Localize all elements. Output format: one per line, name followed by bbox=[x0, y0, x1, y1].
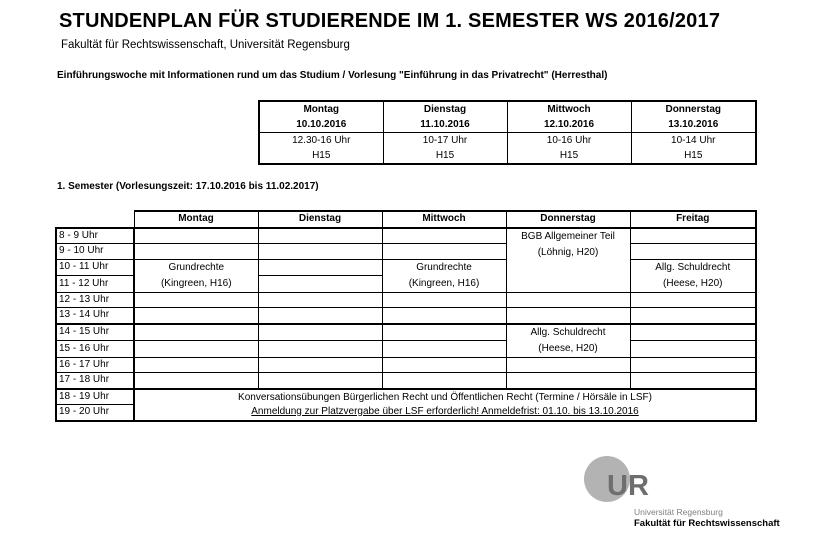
schedule-cell bbox=[258, 373, 382, 389]
logo-letters: UR bbox=[607, 470, 649, 502]
registration-note: Anmeldung zur Platzvergabe über LSF erforderlich! Anmeldefrist: 01.10. bis 13.10.2016 bbox=[251, 405, 639, 417]
schedule-cell bbox=[382, 292, 506, 308]
intro-date: 11.10.2016 bbox=[383, 117, 507, 133]
schedule-cell bbox=[258, 292, 382, 308]
schedule-row bbox=[56, 244, 756, 260]
schedule-cell bbox=[134, 308, 258, 324]
semester-schedule-table bbox=[55, 210, 757, 422]
semester-heading: 1. Semester (Vorlesungszeit: 17.10.2016 bis 11.02.2017) bbox=[57, 181, 319, 192]
course-name: Grundrechte bbox=[416, 261, 472, 273]
schedule-row bbox=[56, 389, 756, 405]
time-slot-label: 15 - 16 Uhr bbox=[56, 341, 134, 357]
schedule-row bbox=[56, 324, 756, 341]
intro-date: 12.10.2016 bbox=[507, 117, 631, 133]
schedule-cell bbox=[382, 357, 506, 373]
schedule-cell bbox=[630, 228, 756, 244]
time-slot-label: 16 - 17 Uhr bbox=[56, 357, 134, 373]
university-logo bbox=[583, 455, 663, 505]
course-bgb-allgemeiner-teil bbox=[506, 228, 630, 293]
course-grundrechte-mittwoch bbox=[382, 259, 506, 292]
course-name: Grundrechte bbox=[168, 261, 225, 273]
schedule-cell bbox=[134, 228, 258, 244]
schedule-cell bbox=[382, 341, 506, 357]
schedule-cell bbox=[630, 357, 756, 373]
schedule-cell bbox=[258, 324, 382, 341]
schedule-row bbox=[56, 228, 756, 244]
schedule-row bbox=[56, 373, 756, 389]
schedule-cell bbox=[258, 244, 382, 260]
intro-day: Donnerstag bbox=[631, 101, 756, 117]
course-detail: (Löhnig, H20) bbox=[537, 246, 599, 258]
time-slot-label: 12 - 13 Uhr bbox=[56, 292, 134, 308]
time-slot-label: 14 - 15 Uhr bbox=[56, 324, 134, 341]
logo-faculty-name: Fakultät für Rechtswissenschaft bbox=[634, 518, 780, 529]
intro-day-row bbox=[259, 101, 756, 117]
schedule-row bbox=[56, 292, 756, 308]
schedule-cell bbox=[258, 308, 382, 324]
time-slot-label: 9 - 10 Uhr bbox=[56, 244, 134, 260]
course-name: Allg. Schuldrecht bbox=[530, 326, 606, 338]
time-slot-label: 19 - 20 Uhr bbox=[56, 405, 134, 421]
schedule-cell bbox=[506, 292, 630, 308]
intro-date-row bbox=[259, 117, 756, 133]
intro-room: H15 bbox=[631, 148, 756, 164]
logo-university-name: Universität Regensburg bbox=[634, 507, 723, 517]
schedule-cell bbox=[382, 228, 506, 244]
schedule-day-header: Freitag bbox=[630, 211, 756, 228]
schedule-cell bbox=[630, 308, 756, 324]
intro-time: 10-16 Uhr bbox=[507, 133, 631, 149]
schedule-cell bbox=[258, 276, 382, 293]
intro-time: 12.30-16 Uhr bbox=[259, 133, 383, 149]
intro-room-row bbox=[259, 148, 756, 164]
schedule-cell bbox=[630, 373, 756, 389]
time-slot-label: 17 - 18 Uhr bbox=[56, 373, 134, 389]
schedule-cell bbox=[630, 324, 756, 341]
schedule-cell bbox=[506, 308, 630, 324]
schedule-corner bbox=[56, 211, 134, 228]
intro-date: 10.10.2016 bbox=[259, 117, 383, 133]
intro-week-heading: Einführungswoche mit Informationen rund um das Studium / Vorlesung "Einführung in das Privatrecht" (Herresthal) bbox=[57, 70, 608, 81]
course-grundrechte-montag bbox=[134, 259, 258, 292]
schedule-row bbox=[56, 308, 756, 324]
intro-time: 10-14 Uhr bbox=[631, 133, 756, 149]
intro-date: 13.10.2016 bbox=[631, 117, 756, 133]
intro-room: H15 bbox=[507, 148, 631, 164]
schedule-day-header: Dienstag bbox=[258, 211, 382, 228]
schedule-row bbox=[56, 357, 756, 373]
schedule-day-header: Montag bbox=[134, 211, 258, 228]
schedule-cell bbox=[382, 373, 506, 389]
time-slot-label: 10 - 11 Uhr bbox=[56, 259, 134, 276]
schedule-cell bbox=[134, 292, 258, 308]
time-slot-label: 18 - 19 Uhr bbox=[56, 389, 134, 405]
course-schuldrecht-donnerstag bbox=[506, 324, 630, 358]
course-schuldrecht-freitag bbox=[630, 259, 756, 292]
schedule-cell bbox=[134, 244, 258, 260]
page-title: STUNDENPLAN FÜR STUDIERENDE IM 1. SEMESTER WS 2016/2017 bbox=[59, 10, 721, 32]
faculty-subtitle: Fakultät für Rechtswissenschaft, Universität Regensburg bbox=[61, 39, 350, 51]
time-slot-label: 8 - 9 Uhr bbox=[56, 228, 134, 244]
schedule-cell bbox=[630, 292, 756, 308]
schedule-cell bbox=[134, 324, 258, 341]
schedule-cell bbox=[382, 324, 506, 341]
schedule-cell bbox=[630, 244, 756, 260]
schedule-row bbox=[56, 341, 756, 357]
time-slot-label: 11 - 12 Uhr bbox=[56, 276, 134, 293]
intro-day: Dienstag bbox=[383, 101, 507, 117]
schedule-cell bbox=[630, 341, 756, 357]
schedule-day-header: Mittwoch bbox=[382, 211, 506, 228]
course-name: Allg. Schuldrecht bbox=[655, 261, 731, 273]
schedule-cell bbox=[258, 228, 382, 244]
schedule-cell bbox=[382, 308, 506, 324]
schedule-cell bbox=[258, 341, 382, 357]
schedule-cell bbox=[258, 259, 382, 276]
time-slot-label: 13 - 14 Uhr bbox=[56, 308, 134, 324]
intro-room: H15 bbox=[259, 148, 383, 164]
course-name: BGB Allgemeiner Teil bbox=[521, 230, 615, 242]
intro-day: Mittwoch bbox=[507, 101, 631, 117]
intro-room: H15 bbox=[383, 148, 507, 164]
intro-time-row bbox=[259, 133, 756, 149]
schedule-cell bbox=[134, 373, 258, 389]
course-detail: (Heese, H20) bbox=[538, 342, 598, 354]
schedule-cell bbox=[134, 357, 258, 373]
intro-week-table bbox=[258, 100, 757, 165]
note-line: Konversationsübungen Bürgerlichen Recht und Öffentlichen Recht (Termine / Hörsäle in LSF) bbox=[238, 391, 652, 403]
course-detail: (Kingreen, H16) bbox=[160, 277, 232, 289]
intro-time: 10-17 Uhr bbox=[383, 133, 507, 149]
course-detail: (Kingreen, H16) bbox=[408, 277, 480, 289]
course-detail: (Heese, H20) bbox=[663, 277, 723, 289]
schedule-cell bbox=[506, 357, 630, 373]
schedule-cell bbox=[134, 341, 258, 357]
schedule-row bbox=[56, 259, 756, 276]
schedule-cell bbox=[258, 357, 382, 373]
schedule-cell bbox=[506, 373, 630, 389]
intro-day: Montag bbox=[259, 101, 383, 117]
schedule-day-header: Donnerstag bbox=[506, 211, 630, 228]
schedule-cell bbox=[382, 244, 506, 260]
conversation-exercises-note bbox=[134, 389, 756, 421]
schedule-header-row bbox=[56, 211, 756, 228]
